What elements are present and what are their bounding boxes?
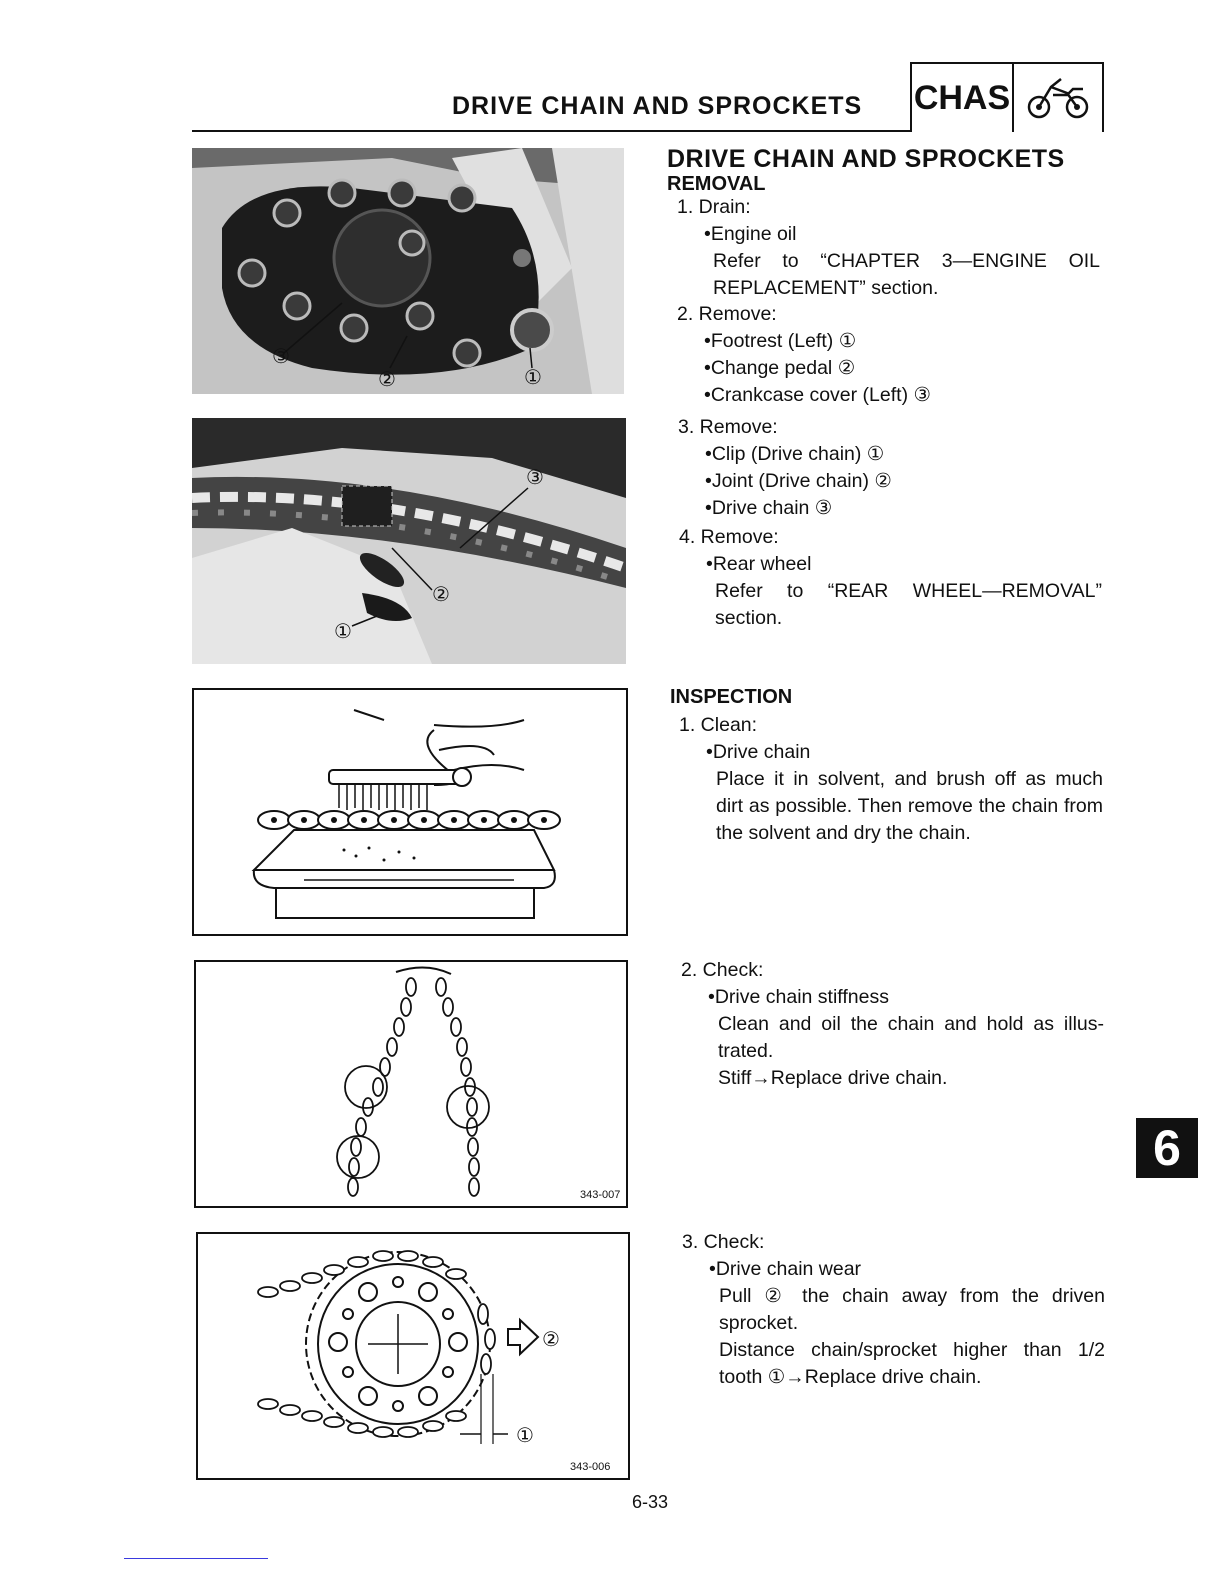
inspection-step-3-text: sprocket. [719,1312,799,1334]
inspection-step-1-text: dirt as possible. Then remove the chain from [716,795,1103,817]
photo2-callout-3: ③ [526,465,544,489]
page-number: 6-33 [632,1492,669,1512]
inspection-step-2-text: trated. [718,1040,774,1062]
chain-wear-illustration [196,1232,630,1480]
inspection-step-3-text: Pull ② the chain away from the driven [719,1285,1105,1307]
photo2-callout-2: ② [432,582,450,606]
photo1-callout-3: ③ [272,344,290,368]
removal-step-4: 4. Remove: [679,526,779,548]
list-item: •Footrest (Left) ① [704,330,857,352]
removal-step-4-item: •Rear wheel [706,553,812,575]
fig5-code: 343-006 [570,1461,611,1473]
fig5-callout-1: ① [516,1423,534,1447]
inspection-step-1-item: •Drive chain [706,741,811,763]
fig4-code: 343-007 [580,1189,621,1201]
removal-step-2: 2. Remove: [677,303,777,325]
inspection-step-2-text: Clean and oil the chain and hold as illus- [718,1013,1104,1035]
chain-stiffness-illustration [194,960,628,1208]
chain-joint-photo [192,418,626,664]
engine-cover-photo [192,148,624,394]
header-rule [192,130,910,132]
photo2-callout-1: ① [334,619,352,643]
chain-cleaning-illustration [192,688,628,936]
inspection-step-1-text: the solvent and dry the chain. [716,822,971,844]
removal-step-4-ref: Refer to “REAR WHEEL—REMOVAL” [715,580,1102,602]
inspection-step-2: 2. Check: [681,959,764,981]
list-item: •Joint (Drive chain) ② [705,470,892,492]
removal-step-1-ref-cont: REPLACEMENT” section. [713,277,939,299]
inspection-step-3-item: •Drive chain wear [709,1258,862,1280]
section-tag-box [910,62,1104,132]
section-tag: CHAS [912,64,1014,132]
removal-step-1-item: •Engine oil [704,223,797,245]
inspection-step-1: 1. Clean: [679,714,758,736]
motorcycle-icon [1014,64,1102,132]
removal-step-3: 3. Remove: [678,416,778,438]
inspection-heading: INSPECTION [670,686,793,708]
fig5-callout-2: ② [542,1327,560,1351]
list-item: •Clip (Drive chain) ① [705,443,885,465]
page-header-title: DRIVE CHAIN AND SPROCKETS [452,92,863,120]
removal-step-4-ref-cont: section. [715,607,783,629]
list-item: •Change pedal ② [704,357,856,379]
inspection-step-3-text: Distance chain/sprocket higher than 1/2 [719,1339,1105,1361]
section-title: DRIVE CHAIN AND SPROCKETS [667,145,1065,173]
inspection-step-2-item: •Drive chain stiffness [708,986,889,1008]
list-item: •Drive chain ③ [705,497,833,519]
removal-step-1: 1. Drain: [677,196,751,218]
photo1-callout-1: ① [524,365,542,389]
chapter-tab: 6 [1136,1118,1198,1178]
inspection-step-2-text: Stiff→Replace drive chain. [718,1067,948,1089]
inspection-step-3: 3. Check: [682,1231,765,1253]
removal-heading: REMOVAL [667,173,766,195]
list-item: •Crankcase cover (Left) ③ [704,384,931,406]
photo1-callout-2: ② [378,367,396,391]
inspection-step-3-text: tooth ①→Replace drive chain. [719,1366,982,1388]
inspection-step-1-text: Place it in solvent, and brush off as much [716,768,1103,790]
removal-step-1-ref: Refer to “CHAPTER 3—ENGINE OIL [713,250,1100,272]
footer-rule [124,1558,268,1559]
